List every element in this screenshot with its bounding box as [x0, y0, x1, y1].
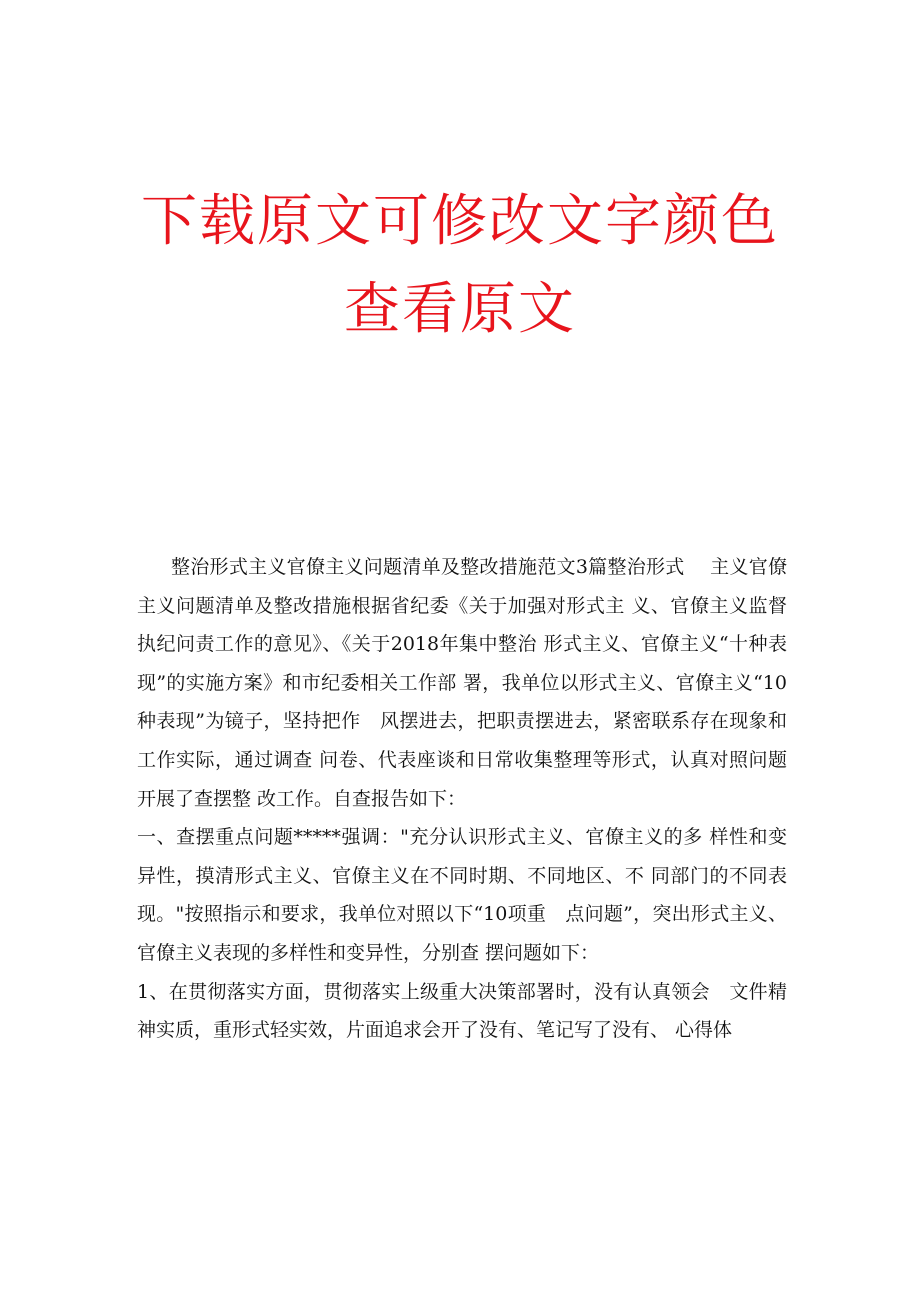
paragraph-section-one: 一、查摆重点问题*****强调："充分认识形式主义、官僚主义的多 样性和变异性，摸清形式主义、官僚主义在不同时期、不同地区、不 同部门的不同表现。"按照指示和要求，我单位对照以下“10项重 点问题”，突出形式主义、官僚主义表现的多样性和变异性，分别查 摆问题如下：	[137, 826, 787, 964]
document-body	[137, 548, 787, 1050]
download-banner	[0, 178, 920, 354]
banner-line-2: 查看原文	[344, 277, 576, 342]
paragraph-intro: 整治形式主义官僚主义问题清单及整改措施范文3篇整治形式 主义官僚主义问题清单及整改措施根据省纪委《关于加强对形式主 义、官僚主义监督执纪问责工作的意见》、《关于2018年集中整治 形式主义、官僚主义“十种表现”的实施方案》和市纪委相关工作部 署，我单位以形式主义、官僚主义“10种表现”为镜子，坚持把作 风摆进去，把职责摆进去，紧密联系存在现象和工作实际，通过调查 问卷、代表座谈和日常收集整理等形式，认真对照问题开展了查摆整 改工作。自查报告如下：	[137, 556, 787, 810]
banner-line-1: 下载原文可修改文字颜色	[141, 189, 779, 254]
paragraph-item-one: 1、在贯彻落实方面，贯彻落实上级重大决策部署时，没有认真领会 文件精神实质，重形式轻实效，片面追求会开了没有、笔记写了没有、 心得体	[137, 980, 787, 1042]
